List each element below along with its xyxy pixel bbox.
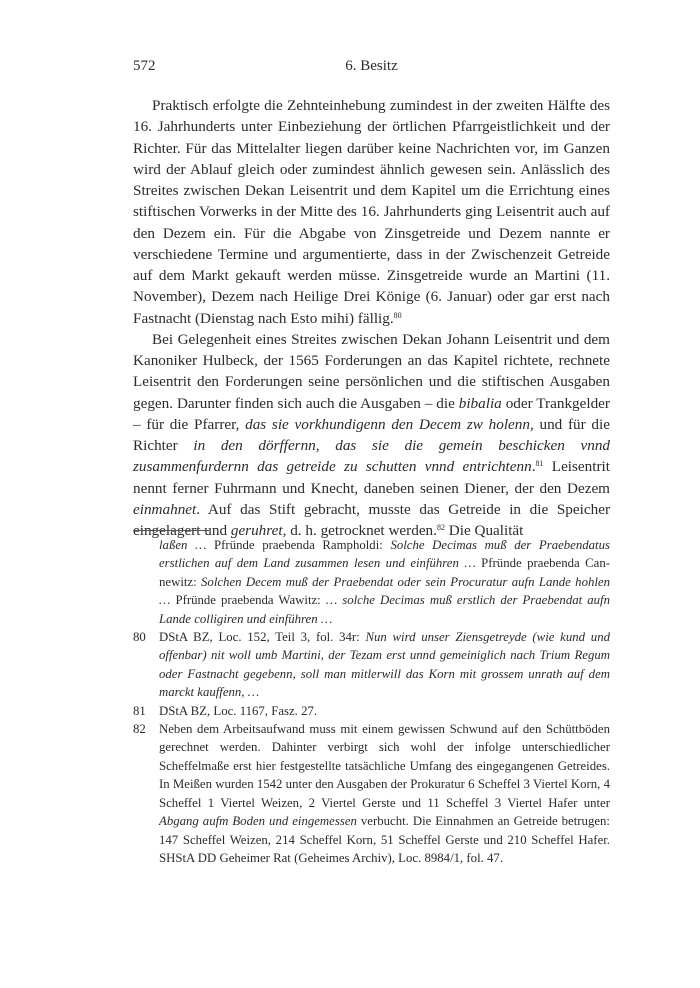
footnote-82: [133, 720, 610, 867]
fn82-text-2: verbucht. Die Einnahmen an Getreide betrugen: 147 Scheffel Weizen, 214 Scheffel Korn, 51 Scheffel Gerste und 210 Scheffel Hafer. SHStA DD Geheimer Rat (Geheimes Archiv), Loc. 8984/1, fol. 47.: [159, 814, 610, 865]
p2-text-2: oder Trankgelder – für die Pfarrer,: [133, 394, 610, 433]
p2-italic-1: bibalia: [458, 394, 502, 412]
p2-text-5: Leisentrit nennt ferner Fuhrmann und Knecht, daneben seinen Diener, der den Dezem: [133, 458, 610, 497]
p2-italic-2: das sie vorkhundigenn den Decem zw holenn: [245, 415, 530, 433]
fn-cont-text-3: Pfründe praebenda Wawitz:: [170, 593, 326, 608]
paragraph-2: [133, 329, 610, 542]
running-head: 6. Besitz: [345, 58, 398, 74]
footnote-continuation: [133, 536, 610, 628]
page-header: [133, 58, 610, 78]
fn-cont-text-2: Pfründe praebenda Cannewitz:: [159, 556, 611, 589]
fn80-text: DStA BZ, Loc. 152, Teil 3, fol. 34r:: [159, 630, 366, 645]
page-number: 572: [133, 58, 156, 74]
footnote-ref-80: 80: [393, 310, 402, 320]
paragraph-1: [133, 95, 610, 329]
fn-cont-italic-2: Solche Decimas muß der Praebendatus erstlichen auf dem Land zusammen lesen und einführen …: [159, 538, 610, 571]
fn-cont-text-1: Pfründe praebenda Rampholdi:: [206, 538, 391, 552]
p1-text: Praktisch erfolgte die Zehnteinhebung zumindest in der zweiten Hälfte des 16. Jahrhunderts unter Einbeziehung der örtlichen Pfarrgeistlichkeit und der Richter. Für das Mittelalter liegen darüber keine Nachrichten vor, im Ganzen wird der Ablauf gleich oder zumindest ähnlich gewesen sein. Anlässlich des Streites zwischen Dekan Leisentrit und dem Kapitel um die Errichtung eines stiftischen Vorwerks in der Mitte des 16. Jahrhunderts ging Leisentrit auch auf den Dezem ein. Für die Abgabe von Zinsgetreide und Dezem nannte er verschiedene Termine und argumentierte, dass in der Zwischenzeit Getreide auf dem Markt gekauft werden müsse. Zinsgetreide wurde an Martini (11. November), Dezem nach Heilige Drei Könige (6. Januar) oder gar erst nach Fastnacht (Dienstag nach Esto mihi) fällig.: [133, 97, 610, 327]
fn82-text-1: Neben dem Arbeitsaufwand muss mit einem gewissen Schwund auf den Schüttböden gerechnet werden. Dahinter verbirgt sich wohl der infolge unterschiedlicher Scheffelmaße erst hier festgestellte tatsächliche Umfang des eingegangenen Getreides. In Meißen wurden 1542 unter den Ausgaben der Prokuratur 6 Scheffel 3 Viertel Korn, 4 Scheffel 1 Viertel Weizen, 2 Viertel Gerste und 11 Scheffel 3 Viertel Hafer unter: [159, 722, 610, 810]
p2-italic-5: geruhret: [230, 522, 283, 539]
main-text: [133, 95, 610, 541]
fn80-italic: Nun wird unser Ziensgetreyde (wie kund und offenbar) nit woll umb Martini, der Tezam erst unnd gemeiniglich nach Trium Regum oder Fastnacht gegebenn, soll man mitlerwill das Korn mit grossem unrath auf dem marckt kauffenn, …: [159, 630, 610, 700]
p2-text-3: , und für die Richter: [133, 415, 610, 454]
p2-italic-3: in den dörffernn, das sie die gemein beschicken vnnd zusammenfurdernn das getreide zu schutten vnnd entrichtenn: [133, 437, 611, 476]
footnote-separator: [133, 530, 209, 531]
p2-italic-4: einmahnet: [133, 500, 197, 518]
fn-cont-italic-4: … solche Decimas muß erstlich der Praebendat aufn Lande colligiren und einführen …: [159, 593, 610, 626]
footnote-number: 80: [133, 630, 146, 645]
footnote-number: 82: [133, 722, 146, 737]
fn-cont-italic-3: Solchen Decem muß der Praebendat oder sein Procuratur aufn Lande hohlen …: [159, 574, 610, 608]
p2-text-7: , d. h. getrocknet werden.: [282, 522, 437, 539]
footnote-ref-81: 81: [535, 459, 544, 469]
footnote-number: 81: [133, 703, 146, 718]
footnote-80: [133, 628, 610, 702]
p2-text-1: Bei Gelegenheit eines Streites zwischen Dekan Johann Leisentrit und dem Kanoniker Hulbeck, der 1565 Forderungen an das Kapitel richtete, rechnete Leisentrit den Forderungen seine persönlichen und die stiftischen Ausgaben gegen. Darunter finden sich auch die Ausgaben – die: [133, 330, 610, 412]
p2-text-4: .: [531, 458, 536, 476]
footnote-ref-82: 82: [436, 523, 445, 532]
footnote-81: [133, 702, 610, 720]
footnotes: [133, 536, 610, 867]
p2-text-8: Die Qualität: [444, 522, 524, 539]
fn81-text: DStA BZ, Loc. 1167, Fasz. 27.: [159, 703, 318, 718]
fn82-italic: Abgang aufm Boden und eingemessen: [159, 814, 357, 829]
p2-text-6: . Auf das Stift gebracht, musste das Getreide in die Speicher eingelagert und: [133, 500, 610, 539]
fn-cont-italic-1: laßen …: [159, 538, 207, 552]
